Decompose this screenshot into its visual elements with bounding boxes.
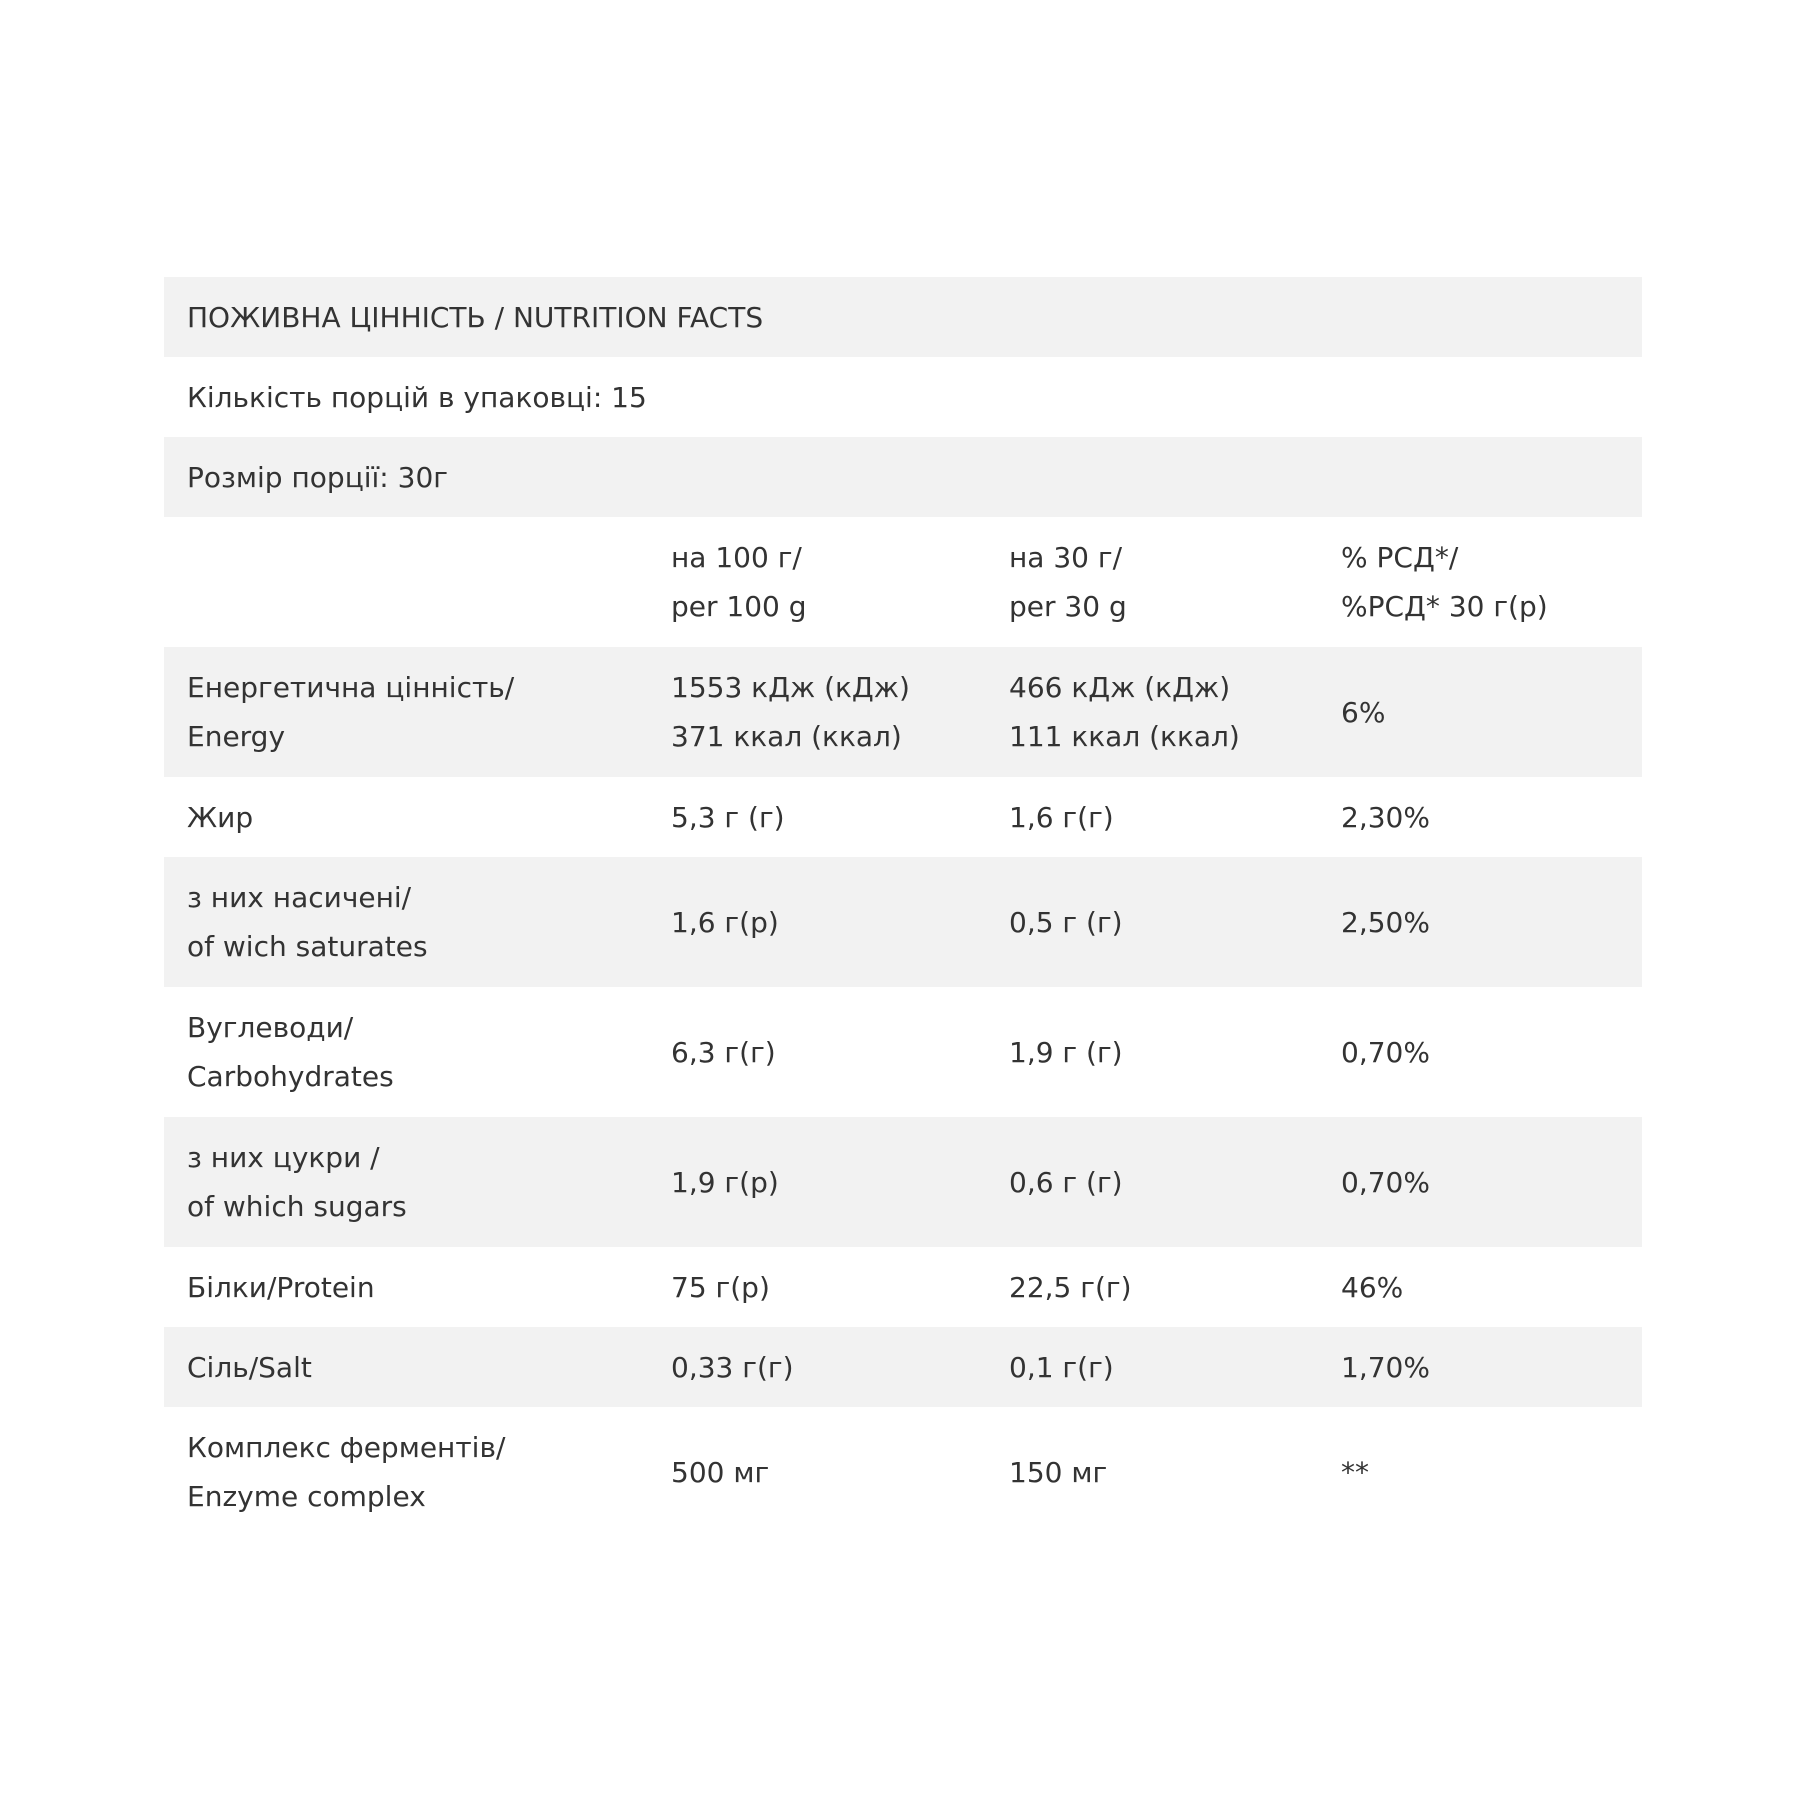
nutrient-name: Вуглеводи/ Carbohydrates bbox=[187, 1011, 394, 1093]
value-per100: 1,6 г(р) bbox=[671, 905, 779, 939]
table-title-row bbox=[164, 277, 1642, 357]
servings-per-package: Кількість порцій в упаковці: 15 bbox=[187, 380, 647, 414]
value-per100: 5,3 г (г) bbox=[671, 800, 785, 834]
value-rda: 6% bbox=[1341, 695, 1386, 729]
table-row bbox=[164, 1117, 1642, 1247]
serving-size: Розмір порції: 30г bbox=[187, 460, 448, 494]
nutrient-name: Жир bbox=[187, 800, 254, 834]
nutrient-name: Сіль/Salt bbox=[187, 1350, 312, 1384]
value-per100: 6,3 г(г) bbox=[671, 1035, 776, 1069]
nutrient-name: з них насичені/ of wich saturates bbox=[187, 881, 428, 963]
value-per100: 1,9 г(р) bbox=[671, 1165, 779, 1199]
value-per100: 0,33 г(г) bbox=[671, 1350, 794, 1384]
table-row bbox=[164, 1327, 1642, 1407]
value-per30: 0,5 г (г) bbox=[1009, 905, 1123, 939]
value-per30: 1,6 г(г) bbox=[1009, 800, 1114, 834]
value-rda: 0,70% bbox=[1341, 1165, 1430, 1199]
value-rda: ** bbox=[1341, 1455, 1369, 1489]
value-per30: 0,6 г (г) bbox=[1009, 1165, 1123, 1199]
value-per30: 466 кДж (кДж) 111 ккал (ккал) bbox=[1009, 671, 1240, 753]
header-per30: на 30 г/ per 30 g bbox=[1009, 541, 1127, 623]
column-header-row bbox=[164, 517, 1642, 647]
table-title: ПОЖИВНА ЦІННІСТЬ / NUTRITION FACTS bbox=[187, 300, 764, 334]
value-rda: 46% bbox=[1341, 1270, 1404, 1304]
serving-size-row bbox=[164, 437, 1642, 517]
nutrient-name: з них цукри / of which sugars bbox=[187, 1141, 407, 1223]
nutrient-name: Білки/Protein bbox=[187, 1270, 375, 1304]
header-rda: % РСД*/ %РСД* 30 г(р) bbox=[1341, 541, 1548, 623]
table-row bbox=[164, 777, 1642, 857]
nutrient-name: Комплекс ферментів/ Enzyme complex bbox=[187, 1431, 506, 1513]
value-per100: 1553 кДж (кДж) 371 ккал (ккал) bbox=[671, 671, 910, 753]
nutrition-table bbox=[164, 277, 1642, 1537]
table-row bbox=[164, 1407, 1642, 1537]
value-rda: 2,30% bbox=[1341, 800, 1430, 834]
value-rda: 1,70% bbox=[1341, 1350, 1430, 1384]
header-per100: на 100 г/ per 100 g bbox=[671, 541, 807, 623]
value-per30: 22,5 г(г) bbox=[1009, 1270, 1132, 1304]
value-per100: 75 г(р) bbox=[671, 1270, 770, 1304]
table-row bbox=[164, 647, 1642, 777]
table-row bbox=[164, 987, 1642, 1117]
value-rda: 0,70% bbox=[1341, 1035, 1430, 1069]
table-row bbox=[164, 857, 1642, 987]
value-rda: 2,50% bbox=[1341, 905, 1430, 939]
value-per100: 500 мг bbox=[671, 1455, 770, 1489]
servings-row bbox=[164, 357, 1642, 437]
value-per30: 1,9 г (г) bbox=[1009, 1035, 1123, 1069]
value-per30: 0,1 г(г) bbox=[1009, 1350, 1114, 1384]
value-per30: 150 мг bbox=[1009, 1455, 1108, 1489]
table-row bbox=[164, 1247, 1642, 1327]
nutrient-name: Енергетична цінність/ Energy bbox=[187, 671, 515, 753]
